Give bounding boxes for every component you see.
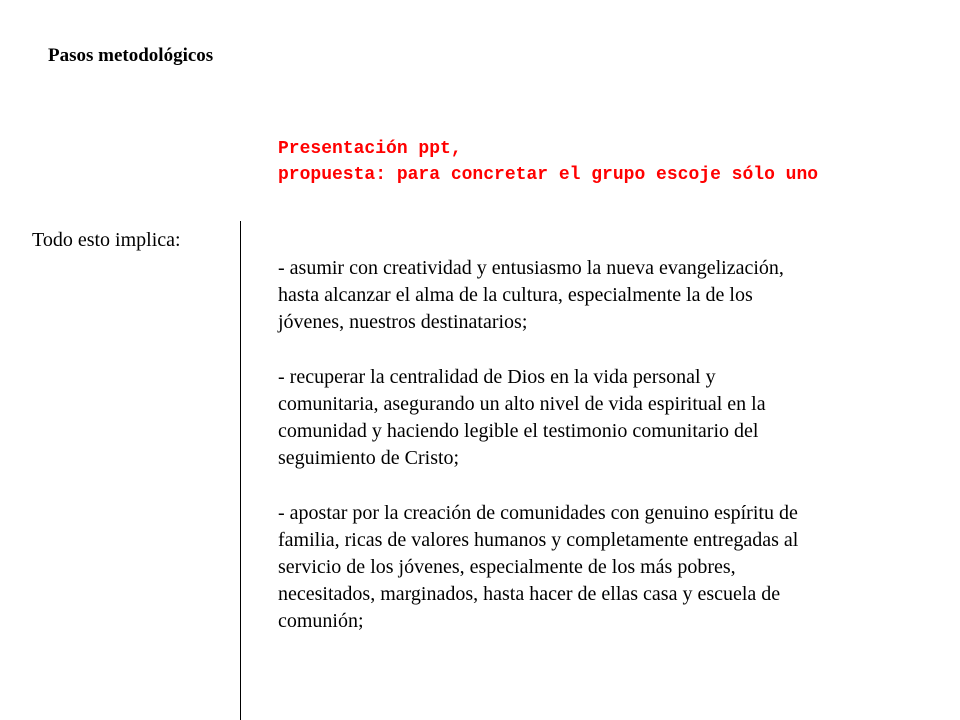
presentation-note [278, 136, 818, 188]
paragraph-line: necesitados, marginados, hasta hacer de ellas casa y escuela de [278, 583, 781, 605]
section-label: Todo esto implica: [32, 229, 181, 251]
paragraph-line: familia, ricas de valores humanos y completamente entregadas al [278, 529, 799, 551]
paragraph-line: comunitaria, asegurando un alto nivel de vida espiritual en la [278, 393, 766, 415]
paragraph-line: jóvenes, nuestros destinatarios; [278, 311, 528, 333]
implication-paragraph-2 [278, 364, 918, 472]
presentation-note-line-1: Presentación ppt, [278, 139, 462, 159]
paragraph-line: - recuperar la centralidad de Dios en la vida personal y [278, 366, 716, 388]
implications-list [278, 255, 918, 663]
implication-paragraph-1 [278, 255, 918, 336]
vertical-divider [240, 221, 241, 720]
paragraph-line: hasta alcanzar el alma de la cultura, especialmente la de los [278, 284, 753, 306]
paragraph-line: - apostar por la creación de comunidades con genuino espíritu de [278, 502, 798, 524]
paragraph-line: - asumir con creatividad y entusiasmo la nueva evangelización, [278, 257, 784, 279]
implication-paragraph-3 [278, 500, 918, 635]
paragraph-line: comunidad y haciendo legible el testimonio comunitario del [278, 420, 759, 442]
page-title: Pasos metodológicos [48, 45, 214, 66]
paragraph-line: servicio de los jóvenes, especialmente de los más pobres, [278, 556, 736, 578]
paragraph-line: comunión; [278, 610, 364, 632]
presentation-note-line-2: propuesta: para concretar el grupo escoje sólo uno [278, 165, 819, 185]
paragraph-line: seguimiento de Cristo; [278, 447, 460, 469]
